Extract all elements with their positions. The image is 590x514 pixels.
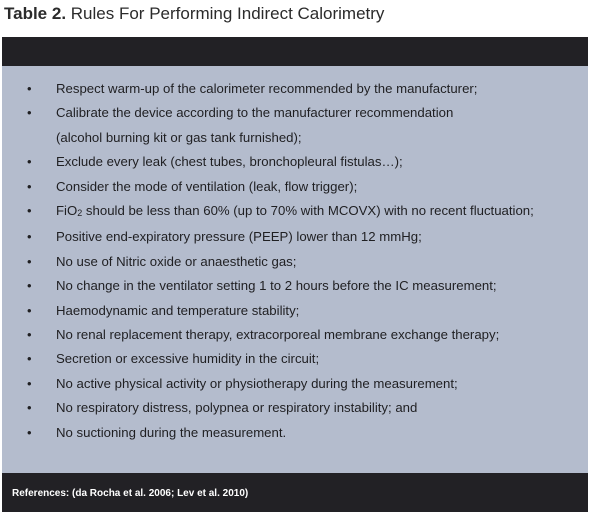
rule-text: [56, 105, 588, 150]
bullet-icon: •: [27, 424, 32, 440]
rule-item: [2, 150, 588, 174]
table-caption: Rules For Performing Indirect Calorimetry: [70, 4, 385, 23]
table-footer: [2, 473, 588, 512]
rule-text: [56, 278, 497, 293]
table-number: Table 2.: [4, 4, 67, 23]
rule-text: [56, 303, 299, 318]
rule-text-line: No suctioning during the measurement.: [56, 424, 287, 440]
table-title: [4, 2, 384, 32]
rule-text-line: No respiratory distress, polypnea or respiratory instability; and: [56, 400, 418, 416]
rule-text-line: Exclude every leak (chest tubes, bronchopleural fistulas…);: [56, 154, 403, 170]
bullet-icon: •: [27, 253, 32, 269]
rule-item: [2, 274, 588, 298]
rule-text-line: Consider the mode of ventilation (leak, flow trigger);: [56, 178, 358, 194]
rule-item: [2, 323, 588, 347]
rule-text: [56, 229, 422, 244]
rule-text-subscript: 2: [77, 208, 83, 219]
rule-item: [2, 396, 588, 420]
rule-text: [56, 154, 403, 169]
bullet-icon: •: [27, 178, 32, 194]
bullet-icon: •: [27, 81, 32, 96]
rule-text-line: Positive end-expiratory pressure (PEEP) lower than 12 mmHg;: [56, 229, 422, 245]
rule-text-prefix: FiO: [56, 203, 78, 219]
rule-item: [2, 175, 588, 199]
bullet-icon: •: [27, 302, 32, 318]
table-body: [2, 66, 588, 473]
rule-text-line: Respect warm-up of the calorimeter recommended by the manufacturer;: [56, 81, 478, 96]
rule-text: [56, 203, 534, 218]
bullet-icon: •: [27, 203, 32, 219]
rule-item: [2, 372, 588, 396]
rule-text: [56, 179, 357, 194]
rule-text-line: Secretion or excessive humidity in the circuit;: [56, 351, 320, 367]
bullet-icon: •: [27, 278, 32, 294]
rule-text: [56, 327, 499, 342]
rule-text: [56, 376, 458, 391]
rule-text-line-continued: (alcohol burning kit or gas tank furnished);: [56, 129, 302, 145]
bullet-icon: •: [27, 154, 32, 170]
rule-text: [56, 254, 296, 269]
rule-item: [2, 250, 588, 274]
bullet-icon: •: [27, 351, 32, 367]
bullet-icon: •: [27, 105, 32, 121]
rule-text-line: Calibrate the device according to the manufacturer recommendation: [56, 105, 454, 121]
rule-text: [56, 400, 417, 415]
references-note: References: (da Rocha et al. 2006; Lev et al. 2010): [12, 488, 249, 499]
rule-text: [56, 81, 477, 96]
rule-item: [2, 77, 588, 101]
bullet-icon: •: [27, 375, 32, 391]
rule-text-line: should be less than 60% (up to 70% with MCOVX) with no recent fluctuation;: [82, 203, 534, 219]
rule-text: [56, 351, 319, 366]
rule-text-line: No renal replacement therapy, extracorporeal membrane exchange therapy;: [56, 327, 500, 343]
rule-text-line: No active physical activity or physiotherapy during the measurement;: [56, 375, 458, 391]
rule-text: [56, 425, 286, 440]
bullet-icon: •: [27, 400, 32, 416]
bullet-icon: •: [27, 327, 32, 343]
rule-item: [2, 199, 588, 225]
rule-text-line: No change in the ventilator setting 1 to 2 hours before the IC measurement;: [56, 278, 497, 294]
rule-text-line: No use of Nitric oxide or anaesthetic gas;: [56, 253, 297, 269]
rule-item: [2, 101, 588, 150]
bullet-icon: •: [27, 229, 32, 245]
rule-item: [2, 347, 588, 371]
rule-item: [2, 225, 588, 249]
rule-text-line: Haemodynamic and temperature stability;: [56, 302, 300, 318]
rule-item: [2, 299, 588, 323]
rules-list: [2, 77, 588, 445]
rule-item: [2, 421, 588, 445]
table-header-band: [2, 37, 588, 66]
